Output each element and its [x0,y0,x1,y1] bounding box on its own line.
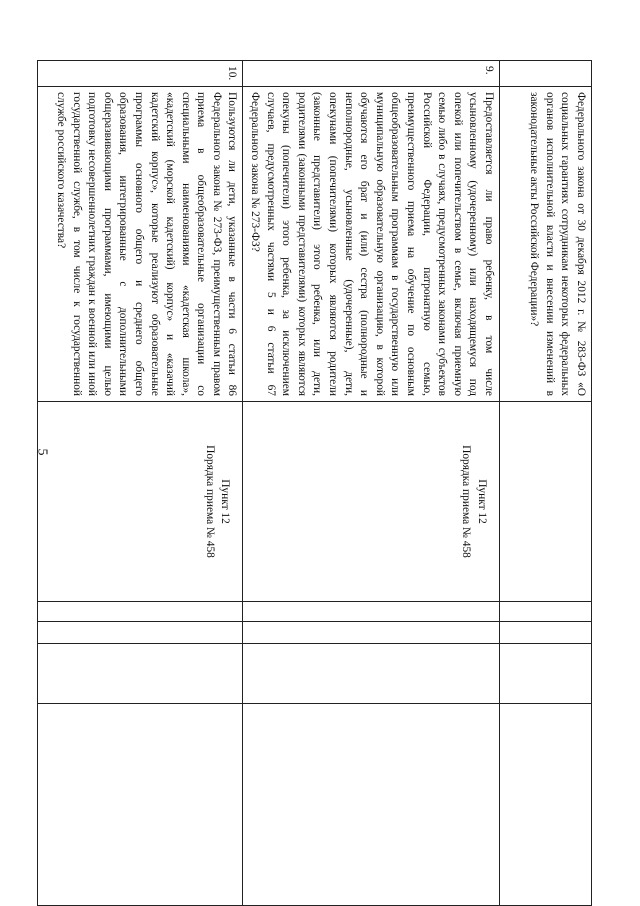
checklist-table-rotated [54,60,592,905]
answer-na-cell [38,644,243,704]
reference-document: Порядка приема № 458 [460,445,473,558]
answer-yes-cell [500,602,592,622]
page-number: 5 [34,448,50,456]
answer-yes-cell [243,602,500,622]
reference-cell [243,402,500,602]
answer-na-cell [243,644,500,704]
question-cell: Предоставляется ли право ребенку, в том числе усыновленному (удочеренному) или находящемуся под опекой или попечительством в семье, включая приемную семью либо в случаях, предусмотренных законами субъектов Российской Федерации, патронатную семью, преимущественного приема на обучение по основным общеобразовательным программам в государственную или муниципальную образовательную организацию, в которой обучаются его брат и (или) сестра (полнородные и неполнородные, усыновленные (удочеренные), дети, опекунами (попечителями) которых являются родители (законные представители) этого ребенка, или дети, родителями (законными представителями) которых являются опекуны (попечители) этого ребенка, за исключением случаев, предусмотренных частями 5 и 6 статьи 67 Федерального закона № 273-ФЗ? [243,87,500,402]
reference-document: Порядка приема № 458 [203,445,216,558]
row-number: 10. [38,61,243,87]
question-cell: Пользуются ли дети, указанные в части 6 статьи 86 Федерального закона № 273-ФЗ, преимущественным правом приема в общеобразовательные организации со специальными наименованиями «кадетская школа», «кадетский (морской кадетский) корпус» и «казачий кадетский корпус», которые реализуют образовательные программы основного общего и среднего общего образования, интегрированные с дополнительными общеразвивающими программами, имеющими целью подготовку несовершеннолетних граждан к военной или иной государственной службе, в том числе к государственной службе российского казачества? [38,87,243,402]
answer-na-cell [500,644,592,704]
answer-no-cell [38,622,243,644]
row-number [500,61,592,87]
answer-yes-cell [38,602,243,622]
answer-no-cell [500,622,592,644]
reference-point: Пункт 12 [219,479,232,524]
notes-cell [243,704,500,906]
table-row [38,61,243,906]
answer-no-cell [243,622,500,644]
table-row [243,61,500,906]
row-number: 9. [243,61,500,87]
question-cell: Федерального закона от 30 декабря 2012 г. № 283-ФЗ «О социальных гарантиях сотрудникам некоторых федеральных органов исполнительной власти и внесении изменений в законодательные акты Российской Федерации»? [500,87,592,402]
reference-point: Пункт 12 [476,479,488,524]
notes-cell [38,704,243,906]
checklist-table [38,60,593,906]
notes-cell [500,704,592,906]
reference-cell [38,402,243,602]
table-row [500,61,592,906]
reference-cell [500,402,592,602]
